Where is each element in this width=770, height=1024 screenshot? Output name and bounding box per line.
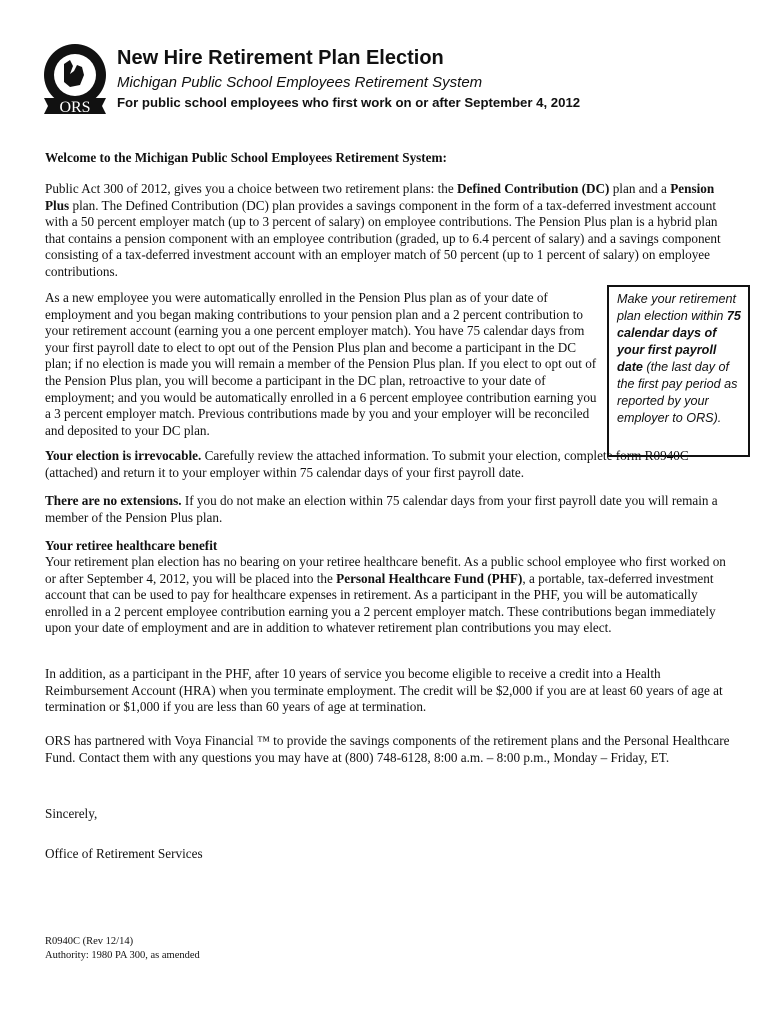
paragraph-healthcare <box>45 554 740 637</box>
svg-text:ORS: ORS <box>59 99 91 116</box>
text-run: Your retirement plan election has no bearing on your retiree healthcare benefit. As a public school employee who first worked on or after September 4, 2012, you will be placed into the <box>45 554 726 586</box>
paragraph-plans <box>45 181 740 281</box>
bold-text: Personal Healthcare Fund (PHF) <box>336 570 523 586</box>
ors-logo <box>40 42 110 118</box>
page-subtitle: Michigan Public School Employees Retirement System <box>117 74 483 91</box>
text-run: (the last day of the first pay period as reported by your employer to ORS). <box>617 360 738 425</box>
text-run: In addition, as a participant in the PHF, after 10 years of service you become eligible to receive a credit into a Health Reimbursement Account (HRA) when you terminate employment. The credit will be $2,000 if you are at least 60 years of age at termination or $1,000 if you are less than 60 years of age at termination. <box>45 666 723 715</box>
closing: Sincerely, <box>45 806 98 821</box>
bold-text: Your election is irrevocable. <box>45 448 202 463</box>
paragraph-irrevocable <box>45 448 740 481</box>
bold-text: There are no extensions. <box>45 493 182 508</box>
paragraph-no-extensions <box>45 493 740 526</box>
bold-text: Defined Contribution (DC) <box>457 181 610 196</box>
deadline-callout <box>607 285 750 457</box>
text-run: ORS has partnered with Voya Financial ™ to provide the savings components of the retirement plans and the Personal Healthcare Fund. Contact them with any questions you may have at (800) 748-6128, 8:00 a.m. – 8:00 p.m., Monday – Friday, ET. <box>45 733 730 765</box>
text-run: plan. The Defined Contribution (DC) plan provides a savings component in the form of a tax-deferred investment account with a 50 percent employer match (up to 3 percent of salary) on employee contributions. The Pension Plus plan is a hybrid plan that contains a pension component with an employee contribution (graded, up to 6.4 percent of salary) and a savings component consisting of a tax-deferred investment account with an employer match of 50 percent (up to 1 percent of salary) on employee contributions. <box>45 197 721 279</box>
text-run: Carefully review the attached information. To submit your election, complete form R0940C (attached) and return it to your employer within 75 calendar days of your first payroll date. <box>45 448 689 480</box>
page-title: New Hire Retirement Plan Election <box>117 47 444 69</box>
text-run: , a portable, tax-deferred investment account that can be used to pay for healthcare expenses in retirement. As a participant in the PHF, you will be automatically enrolled in a 2 percent employee contribution earning you a 2 percent employer match. These contributions began immediately upon your date of employment and are in addition to whatever retirement plan contributions you may elect. <box>45 570 716 636</box>
text-run: Public Act 300 of 2012, gives you a choice between two retirement plans: the <box>45 181 458 196</box>
bold-text: 75 calendar days of your first payroll date <box>617 309 741 374</box>
text-run: If you do not make an election within 75 calendar days from your first payroll date you will remain a member of the Pension Plus plan. <box>45 493 718 525</box>
welcome-heading: Welcome to the Michigan Public School Employees Retirement System: <box>45 150 447 165</box>
authority-line: Authority: 1980 PA 300, as amended <box>45 950 200 961</box>
bold-text: Pension Plus <box>45 181 715 213</box>
text-run: plan and a <box>609 181 671 196</box>
text-run: Make your retirement plan election within <box>617 292 736 323</box>
healthcare-heading: Your retiree healthcare benefit <box>45 538 218 553</box>
paragraph-hra <box>45 666 740 716</box>
paragraph-enrollment <box>45 290 605 439</box>
signature: Office of Retirement Services <box>45 846 203 861</box>
eligibility-line: For public school employees who first work on or after September 4, 2012 <box>117 95 581 110</box>
text-run: As a new employee you were automatically enrolled in the Pension Plus plan as of your date of employment and you began making contributions to your pension plan and a 2 percent contribution to your retirement account (earning you a one percent employer match). You have 75 calendar days from your first payroll date to elect to opt out of the Pension Plus plan and become a participant in the DC plan; if no election is made you will remain a member of the Pension Plus plan. If you elect to opt out of the Pension Plus plan, you will become a participant in the DC plan, retroactive to your date of employment; and you would be automatically enrolled in a 6 percent employee contribution earning you a 3 percent employer match. Previous contributions made by you and your employer will be reconciled and deposited to your DC plan. <box>45 290 597 438</box>
form-number: R0940C (Rev 12/14) <box>45 936 134 947</box>
paragraph-voya <box>45 733 740 766</box>
